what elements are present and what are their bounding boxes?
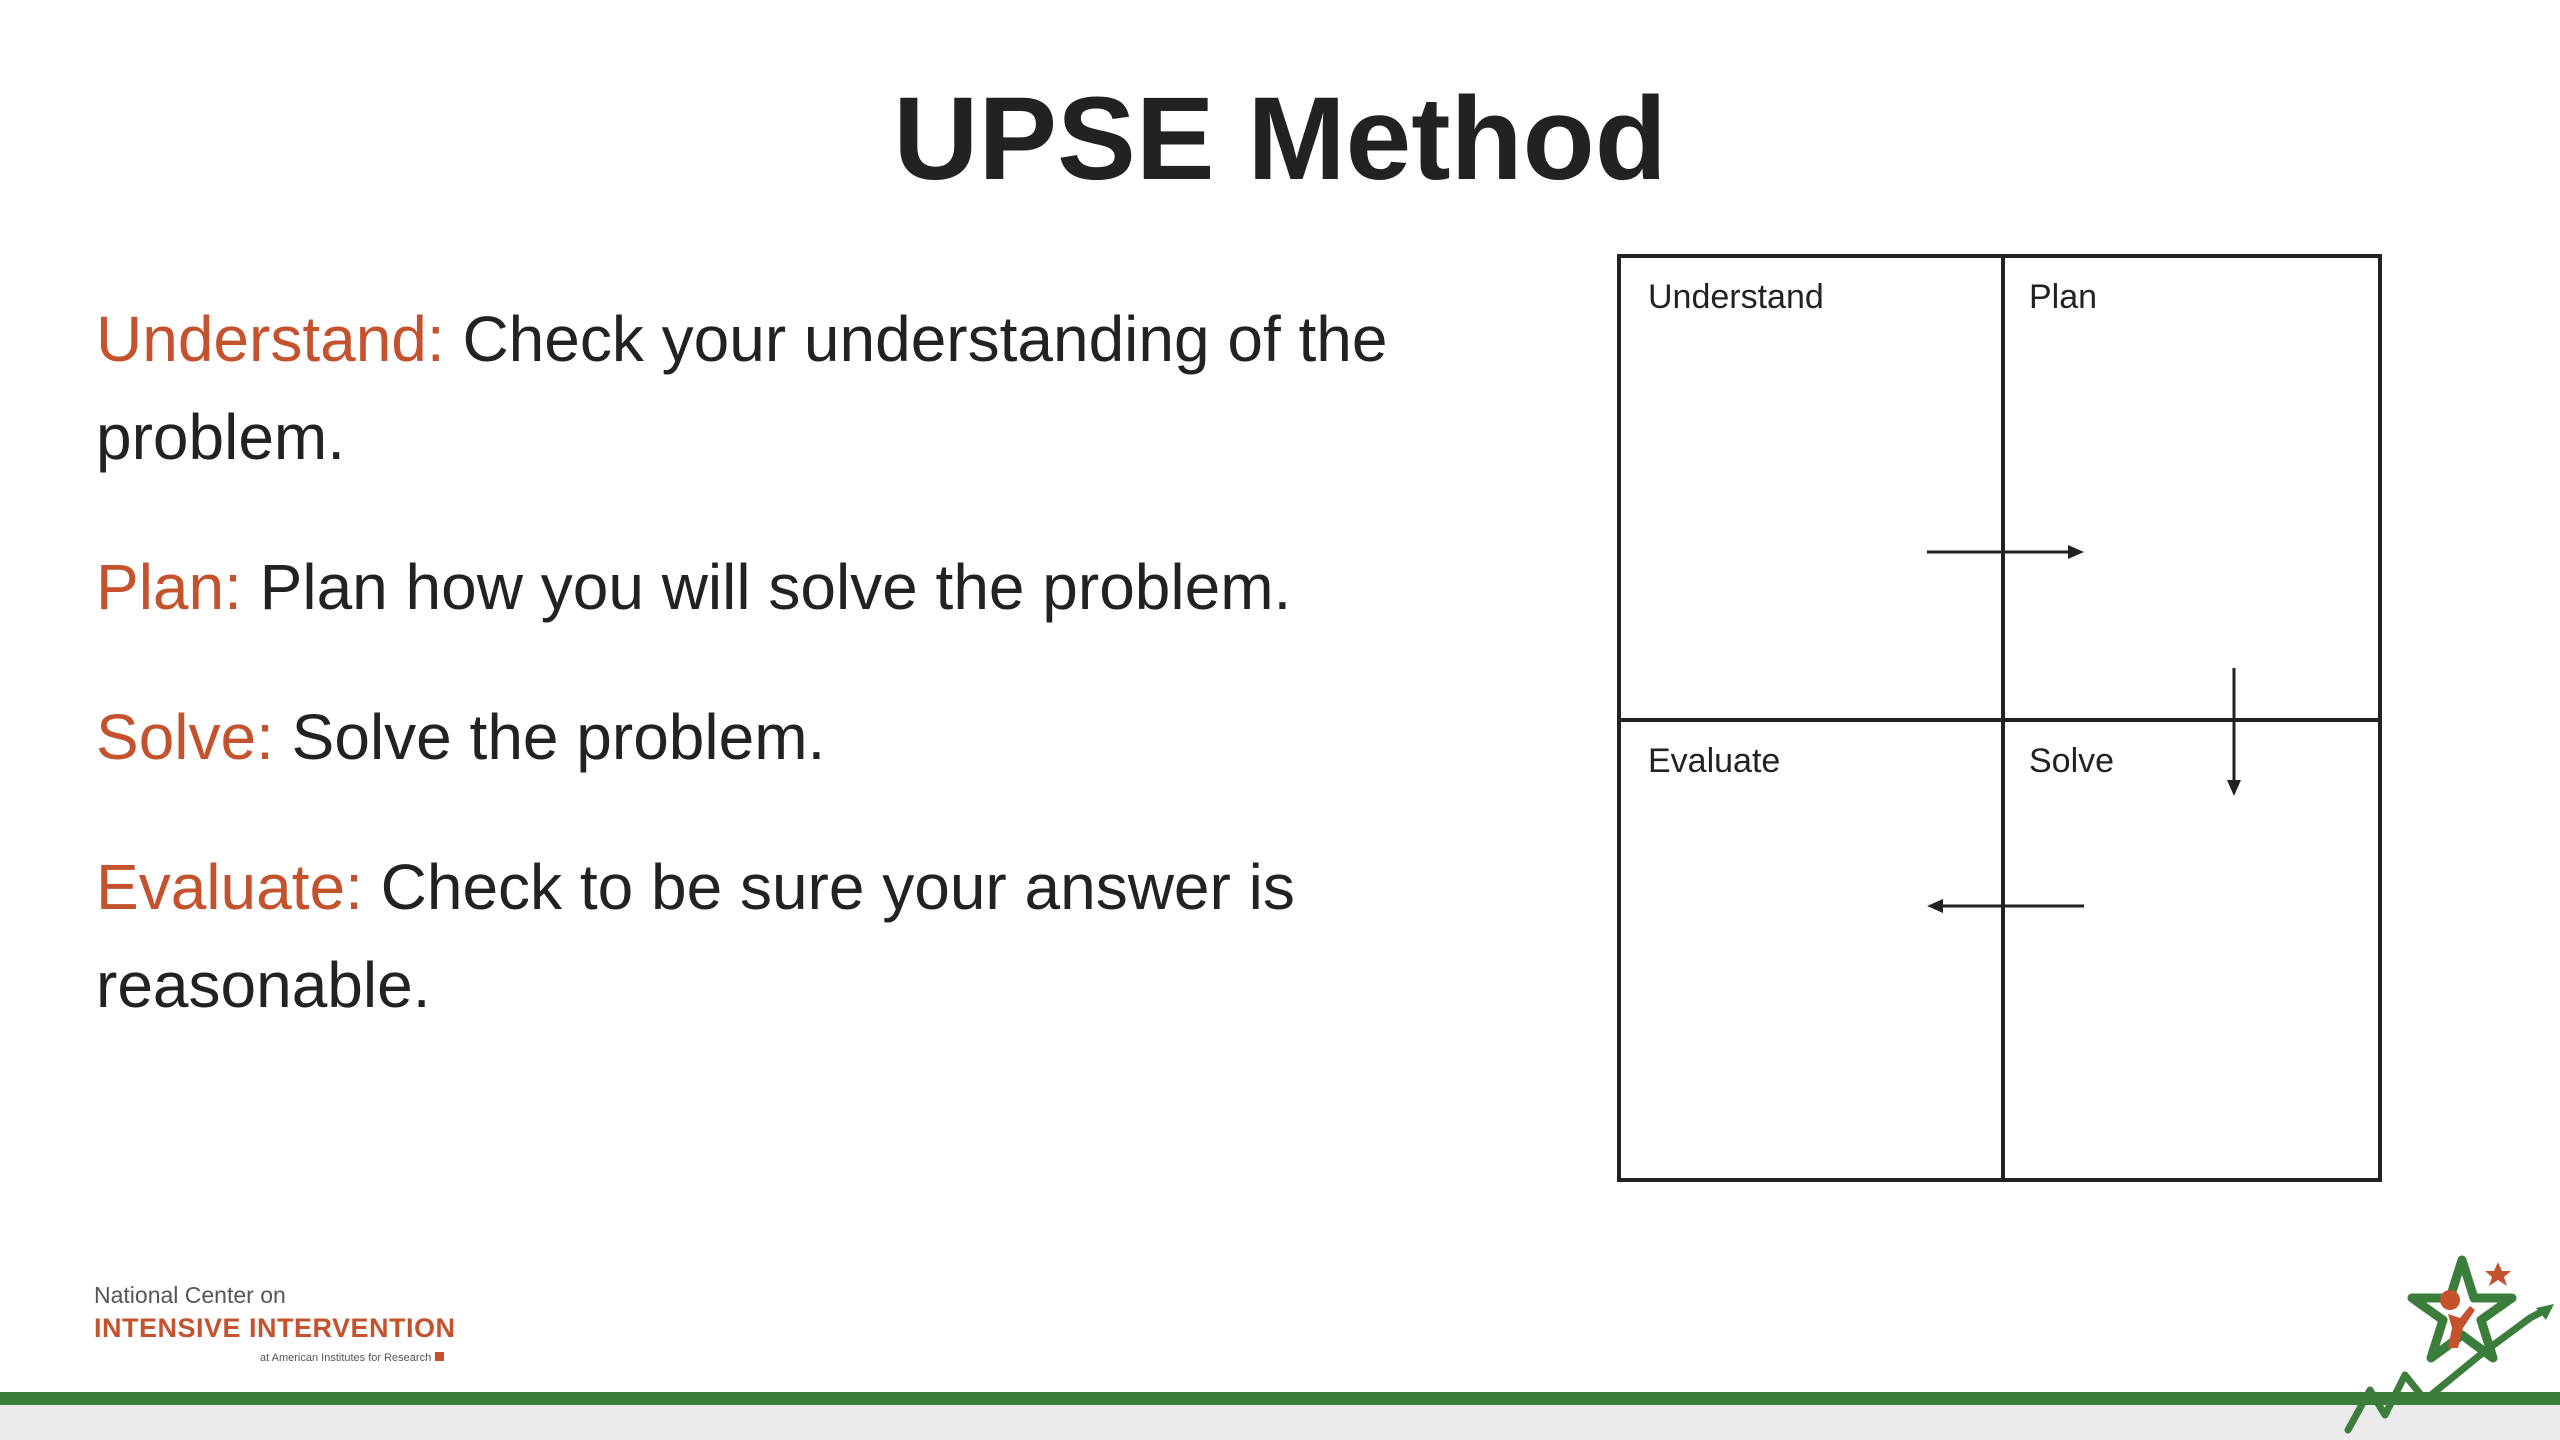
grid-label-evaluate: Evaluate <box>1648 742 1781 780</box>
org-logo-square-icon <box>435 1352 444 1361</box>
step-understand <box>96 290 1536 486</box>
footer-strip <box>0 1405 2560 1440</box>
grid-label-understand: Understand <box>1648 278 1824 316</box>
footer-bar <box>0 1392 2560 1405</box>
org-affiliation: at American Institutes for Research <box>260 1352 432 1364</box>
steps-list <box>96 290 1536 1086</box>
org-name-line1: National Center on <box>94 1282 286 1308</box>
slide-title: UPSE Method <box>893 73 1667 205</box>
step-plan <box>96 538 1536 636</box>
org-logo <box>94 1282 456 1364</box>
org-name-line3 <box>260 1352 456 1364</box>
upse-grid <box>1617 254 2382 1182</box>
step-term: Evaluate: <box>96 851 363 923</box>
step-text: Plan how you will solve the problem. <box>241 551 1292 623</box>
step-evaluate <box>96 838 1536 1034</box>
step-text: Solve the problem. <box>273 701 826 773</box>
star-logo-icon <box>2340 1240 2560 1440</box>
step-term: Solve: <box>96 701 274 773</box>
step-solve <box>96 688 1536 786</box>
step-text: Check to be sure your answer is reasonable. <box>96 851 1295 1021</box>
step-term: Understand: <box>96 303 445 375</box>
grid-label-solve: Solve <box>2029 742 2115 780</box>
grid-label-plan: Plan <box>2029 278 2098 316</box>
org-name-line2: INTENSIVE INTERVENTION <box>94 1313 456 1343</box>
step-text: Check your understanding of the problem. <box>96 303 1388 473</box>
step-term: Plan: <box>96 551 242 623</box>
grid-divider-horizontal <box>1621 718 2378 722</box>
